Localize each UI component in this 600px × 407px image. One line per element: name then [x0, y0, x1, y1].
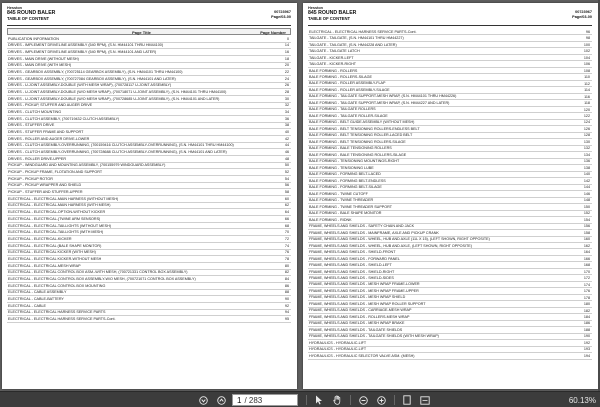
- toc-entry-title: BALE FORMING - BALE TENSIONING ROLLERS-SILAGE: [309, 152, 407, 157]
- toc-entry[interactable]: [7, 303, 291, 310]
- toc-entry-page: 138: [583, 165, 590, 170]
- toc-entry-page: 54: [284, 176, 289, 181]
- toc-entry-title: FRAME, WHEELS AND SHIELDS - TAILGATE SHIELDS (WITH MESH WRAP): [309, 334, 439, 339]
- toc-entry-page: 168: [583, 263, 590, 268]
- fit-width-icon[interactable]: [418, 392, 432, 407]
- toc-entry-title: FRAME, WHEELS AND SHIELDS - SHIELD-LEFT: [309, 263, 392, 268]
- page-number-input[interactable]: [232, 394, 298, 406]
- toc-entry-title: TAILGATE - TAILGATE, (S.N. HM44101 THRU HM44227): [309, 36, 404, 41]
- toc-entry-page: 108: [583, 68, 590, 73]
- toc-entry-page: 80: [284, 263, 289, 268]
- toc-entry-page: 0: [286, 36, 289, 41]
- toc-entry-page: 96: [585, 29, 590, 34]
- toc-entry-page: 60: [284, 196, 289, 201]
- toc-entry-page: 112: [584, 81, 590, 86]
- toc-entry-page: 174: [583, 282, 590, 287]
- toc-entry-title: ELECTRICAL - ELECTRICAL-MAIN HARNESS (WITH MESH): [8, 203, 111, 208]
- toolbar-divider: [350, 395, 351, 405]
- toc-entry[interactable]: [7, 176, 291, 183]
- toc-entry-title: ELECTRICAL - CABLE ASSEMBLY: [8, 290, 67, 295]
- toc-entry-title: BALE FORMING - TENSIONING LUBE: [309, 165, 374, 170]
- toc-entry[interactable]: [7, 156, 291, 163]
- toc-entry-page: 32: [284, 103, 289, 108]
- toc-entry-page: 48: [284, 156, 289, 161]
- toc-entry-title: PICKUP - WINDGUARD AND MOUNTING ASSEMBLY, (700155979 WINDGUARD ASSEMBLY): [8, 163, 166, 168]
- toc-entry-page: 116: [584, 94, 590, 99]
- toc-entry-title: ELECTRICAL - ELECTRICAL KICKER (WITH MESH): [8, 250, 96, 255]
- toc-entry-title: BALE FORMING - TENSIONING MOUNTINGS-RIGHT: [309, 159, 400, 164]
- toc-entry-title: PICKUP - PICKUP WRAPPER AND SHIELD: [8, 183, 82, 188]
- toc-entry-title: HYDRAULICS - HYDRAULIC SELECTOR VALVE ASM. (MESH): [309, 353, 415, 358]
- toc-entry-title: DRIVES - CLUTCH ASSEMBLY, (700719432 CLUTCH ASSEMBLY): [8, 116, 120, 121]
- toc-entry[interactable]: [7, 296, 291, 303]
- toc-entry-title: ELECTRICAL - ELECTRICAL HARNESS SERVICE PARTS-Cont.: [8, 316, 116, 321]
- toc-entry-title: BALE FORMING - ROLLER ASSEMBLY-FLAP: [309, 81, 386, 86]
- toc-entry-page: 102: [583, 49, 590, 54]
- header-rule: [7, 25, 291, 26]
- toc-entry-page: 148: [583, 198, 590, 203]
- toc-entry-page: 22: [284, 70, 289, 75]
- toc-entry-page: 86: [284, 283, 289, 288]
- toc-entry-page: 180: [583, 302, 590, 307]
- select-arrow-icon[interactable]: [312, 392, 326, 407]
- toc-entry-title: BALE FORMING - BALE SHAPE MONITOR: [309, 211, 382, 216]
- toc-entry-page: 114: [584, 88, 590, 93]
- toc-entry-title: FRAME, WHEELS AND SHIELDS - WHEEL, HUB AND AXLE (11L X 15), (LEFT SHOWN, RIGHT OPPOSITE): [309, 237, 490, 242]
- toc-entry-title: PICKUP - STUFFER AND STUFFER-UPPER: [8, 190, 83, 195]
- doc-number-block: [271, 10, 291, 19]
- toc-entry-title: DRIVES - STUFFER DRIVE: [8, 123, 55, 128]
- toc-entry-page: 190: [583, 334, 590, 339]
- toc-entry-title: ELECTRICAL - ELECTRICAL-KICKER: [8, 236, 72, 241]
- toc-entry-page: 30: [284, 96, 289, 101]
- toc-entry-page: 92: [284, 303, 289, 308]
- doc-page-code: Page/03-00: [271, 14, 291, 19]
- toc-entry-page: 126: [583, 126, 590, 131]
- toc-entry-page: 50: [284, 163, 289, 168]
- toolbar-divider: [306, 395, 307, 405]
- zoom-level[interactable]: 60.13%: [568, 395, 596, 405]
- toc-entry-title: DRIVES - U-JOINT ASSEMBLY-DOUBLE (W/O MESH WRAP), (700718071 U-JOINT ASSEMBLY), (S.N. HM44101 THRU HM44100): [8, 90, 227, 95]
- toc-rows-left: [7, 36, 291, 323]
- toc-entry-title: DRIVES - MAIN DRIVE (WITH MESH): [8, 63, 72, 68]
- col-title-header: Page Title: [132, 30, 151, 35]
- toc-entry-title: FRAME, WHEELS AND SHIELDS - MAINFRAME, AXLE AND PICKUP CRANK: [309, 230, 439, 235]
- doc-number: 00723967: [274, 10, 291, 14]
- model-title: 845 ROUND BALER: [7, 10, 56, 16]
- toolbar-divider: [394, 395, 395, 405]
- toc-entry-page: 82: [284, 270, 289, 275]
- toc-entry[interactable]: [7, 283, 291, 290]
- toc-entry-title: HYDRAULICS - HYDRAULIC-LIFT: [309, 340, 367, 345]
- toc-entry-page: 78: [284, 256, 289, 261]
- toc-entry-title: FRAME, WHEELS AND SHIELDS - MESH WRAP ROLLER SUPPORT: [309, 301, 426, 306]
- toc-entry-title: DRIVES - CLUTCH MOUNTING: [8, 110, 62, 115]
- toc-entry-page: 188: [583, 327, 590, 332]
- current-page[interactable]: 1: [237, 395, 242, 405]
- toc-entry[interactable]: [308, 353, 592, 359]
- toc-entry[interactable]: [7, 250, 291, 257]
- toc-entry-page: 28: [284, 90, 289, 95]
- toc-entry-title: BALE FORMING - FORMING BELT-LACED: [309, 172, 381, 177]
- toc-entry-title: BALE FORMING - FORMING BELT-ENDLESS: [309, 178, 386, 183]
- zoom-out-icon[interactable]: [356, 392, 370, 407]
- toc-entry-title: ELECTRICAL - CABLE-BATTERY: [8, 296, 64, 301]
- toc-entry-title: BALE FORMING - TAILGATE SUPPORT-MESH WRAP, (S.N. HM44227 AND LATER): [309, 100, 450, 105]
- toc-entry-title: TAILGATE - TAILGATE LATCH: [309, 49, 360, 54]
- toc-entry-page: 134: [583, 152, 590, 157]
- toc-entry-title: BALE FORMING - TWINE CUTOFF: [309, 191, 368, 196]
- toc-entry-title: FRAME, WHEELS AND SHIELDS - SHIELD-FRONT: [309, 250, 396, 255]
- toc-entry-page: 16: [284, 50, 289, 55]
- toc-entry-page: 150: [583, 204, 590, 209]
- page-up-icon[interactable]: [214, 392, 228, 407]
- toc-entry-page: 162: [583, 243, 590, 248]
- toc-entry-title: DRIVES - CLUTCH ASSEMBLY-OVERRUNNING, (700159416 CLUTCH ASSEMBLY-OVERRUNNING), (S.N. HM44101 THRU HM44100): [8, 143, 234, 148]
- toc-entry-page: 184: [583, 315, 590, 319]
- toc-entry-title: FRAME, WHEELS AND SHIELDS - ROLLERS-MESH WRAP: [309, 314, 410, 319]
- toc-entry[interactable]: [7, 196, 291, 203]
- toc-entry-page: 118: [584, 101, 590, 106]
- toc-entry-page: 24: [284, 76, 289, 81]
- toc-entry-title: FRAME, WHEELS AND SHIELDS - MESH WRAP FRAME-LOWER: [309, 282, 420, 287]
- toc-entry-page: 88: [284, 290, 289, 295]
- toc-entry-title: FRAME, WHEELS AND SHIELDS - TAILGATE SHIELDS: [309, 327, 403, 332]
- toc-entry-title: ELECTRICAL - ELECTRICAL HARNESS SERVICE PARTS-Cont.: [309, 29, 417, 34]
- toc-entry-page: 46: [284, 150, 289, 155]
- page-down-icon[interactable]: [196, 392, 210, 407]
- toc-entry[interactable]: [7, 290, 291, 297]
- toc-entry[interactable]: [7, 63, 291, 70]
- toc-entry-page: 98: [585, 36, 590, 41]
- col-number-header: Page Number: [260, 30, 286, 35]
- toc-entry-title: BALE FORMING - TWINE THREADER SUPPORT: [309, 204, 392, 209]
- toc-entry-title: FRAME, WHEELS AND SHIELDS - SHIELD-SIDES: [309, 276, 394, 280]
- toc-entry-title: BALE FORMING - ROLLERS: [309, 68, 358, 73]
- toc-entry-page: 38: [284, 123, 289, 128]
- toc-entry[interactable]: [7, 256, 291, 263]
- toc-entry-title: DRIVES - IMPLEMENT DRIVELINE ASSEMBLY (540 RPM), (S.N. HM44101 THRU HM44100): [8, 43, 164, 48]
- toc-entry-title: FRAME, WHEELS AND SHIELDS - WHEEL, HUB AND AXLE, (LEFT SHOWN, RIGHT OPPOSITE): [309, 243, 472, 248]
- toc-entry-title: BALE FORMING - RIDNK: [309, 217, 352, 222]
- toc-entry-page: 106: [583, 62, 590, 67]
- brand-text: Hesston: [7, 6, 22, 10]
- hand-tool-icon[interactable]: [330, 392, 344, 407]
- toc-entry-title: ELECTRICAL - ELECTRICAL CONTROL BOX ASSEMBLY-W/O MESH, (700721071 CONTROL BOX ASSEMBLY): [8, 276, 196, 281]
- toc-entry-title: DRIVES - U-JOINT ASSEMBLY-DOUBLE (WITH MESH WRAP), (700728117 U-JOINT ASSEMBLY): [8, 83, 172, 88]
- toc-entry-page: 120: [583, 107, 590, 112]
- toc-entry-page: 76: [284, 250, 289, 255]
- pdf-page-right: [303, 3, 598, 389]
- toc-entry-title: PICKUP - PICKUP FRAME, FLOTATION AND SUPPORT: [8, 170, 103, 175]
- toc-entry[interactable]: [7, 96, 291, 103]
- toc-entry-title: HYDRAULICS - HYDRAULIC-LIFT: [309, 347, 367, 352]
- toc-entry-title: DRIVES - U-JOINT ASSEMBLY-DOUBLE (W/O MESH WRAP), (700728685 U-JOINT ASSEMBLY), (S.N. HM44101 AND LATER): [8, 96, 220, 101]
- toc-entry[interactable]: [7, 149, 291, 156]
- toc-entry-title: BALE FORMING - TAILGATE ROLLERS: [309, 107, 376, 112]
- toc-entry[interactable]: [7, 203, 291, 210]
- toc-entry-page: 44: [284, 143, 289, 148]
- toc-entry-title: BALE FORMING - TWINE THREADER: [309, 198, 374, 203]
- model-title: 845 ROUND BALER: [308, 10, 357, 16]
- toc-entry-page: 156: [583, 224, 590, 229]
- toc-entry-title: DRIVES - ROLLER AND AUGER DRIVE-LOWER: [8, 136, 90, 141]
- toc-entry-page: 94: [284, 310, 289, 315]
- toc-entry-page: 100: [583, 42, 590, 47]
- toc-entry[interactable]: [7, 49, 291, 56]
- toc-rows-right: [308, 29, 592, 360]
- toc-entry-page: 26: [284, 83, 289, 88]
- toc-entry-title: ELECTRICAL - ELECTRICAL CONTROL BOX ASM.-WITH MESH, (700721331 CONTROL BOX ASSEMBLY): [8, 270, 188, 275]
- toc-entry-title: DRIVES - IMPLEMENT DRIVELINE ASSEMBLY (540 RPM), (S.N. HM44101 AND LATER): [8, 50, 157, 55]
- toc-entry-title: ELECTRICAL - ELECTRICAL KICKER-WITHOUT MESH: [8, 256, 102, 261]
- toc-entry[interactable]: [7, 236, 291, 243]
- toc-entry-title: DRIVES - CLUTCH ASSEMBLY-OVERRUNNING, (700728688 CLUTCH ASSEMBLY-OVERRUNNING), (S.N. HM44101 AND LATER): [8, 150, 227, 155]
- toc-entry-page: 144: [583, 185, 590, 190]
- toc-entry-title: BALE FORMING - BELT GUIDE ASSEMBLY (WITHOUT MESH): [309, 120, 415, 125]
- toc-entry[interactable]: [7, 129, 291, 136]
- toc-entry-title: BALE FORMING - BELT TENSIONING ROLLERS-SILAGE: [309, 139, 406, 144]
- toc-entry-title: ELECTRICAL - ELECTRICAL-(TWINE ARM SENSORS): [8, 216, 101, 221]
- toc-entry[interactable]: [7, 69, 291, 76]
- toc-entry-page: 62: [284, 203, 289, 208]
- toc-entry[interactable]: [7, 123, 291, 130]
- toc-entry-title: FRAME, WHEELS AND SHIELDS - MESH WRAP SHIELD: [309, 295, 406, 300]
- header-rule: [308, 25, 592, 26]
- toc-entry-page: 194: [583, 353, 590, 358]
- toc-entry-page: 132: [583, 146, 590, 151]
- toc-entry[interactable]: [7, 36, 291, 43]
- toc-entry-title: ELECTRICAL - ELECTRICAL-MESH WRAP: [8, 263, 81, 268]
- toc-entry-page: 140: [583, 172, 590, 177]
- toc-entry-page: 122: [583, 113, 590, 118]
- toc-entry[interactable]: [7, 89, 291, 96]
- toc-entry-page: 14: [284, 43, 289, 48]
- toc-entry-page: 186: [583, 321, 590, 326]
- viewer-toolbar: [0, 391, 600, 407]
- toc-entry-title: FRAME, WHEELS AND SHIELDS - CARRIAGE-MESH WRAP: [309, 308, 412, 313]
- toc-entry-page: 170: [583, 269, 590, 274]
- toc-entry-page: 136: [583, 159, 590, 164]
- toc-entry-title: DRIVES - GEARBOX ASSEMBLY, (700725114 GEARBOX ASSEMBLY), (S.N. HM44101 THRU HM44100): [8, 70, 183, 75]
- toc-entry-title: BALE FORMING - ROLLER ASSEMBLY-SILAGE: [309, 87, 390, 92]
- toc-entry-page: 84: [284, 276, 289, 281]
- toc-entry-title: ELECTRICAL - ELECTRICAL HARNESS SERVICE PARTS: [8, 310, 106, 315]
- toc-entry-page: 142: [583, 178, 590, 183]
- toc-entry-page: 18: [284, 56, 289, 61]
- toc-entry-page: 193: [583, 347, 590, 352]
- toc-entry-page: 146: [583, 191, 590, 196]
- toc-entry-page: 36: [284, 116, 289, 121]
- toc-entry-page: 192: [583, 340, 590, 345]
- toc-entry-page: 74: [284, 243, 289, 248]
- toc-entry[interactable]: [7, 83, 291, 90]
- toc-entry-title: BALE FORMING - ROLLERS-SILAGE: [309, 74, 372, 79]
- toc-entry-title: FRAME, WHEELS AND SHIELDS - MESH WRAP FRAME-UPPER: [309, 288, 419, 293]
- toc-entry-page: 166: [583, 256, 590, 261]
- zoom-in-icon[interactable]: [374, 392, 388, 407]
- toc-entry-title: ELECTRICAL - ELECTRICAL (BALE SHAPE MONITOR): [8, 243, 102, 248]
- toc-entry-title: ELECTRICAL - CABLE: [8, 303, 46, 308]
- toc-entry-page: 56: [284, 183, 289, 188]
- toc-entry-page: 160: [583, 237, 590, 242]
- toc-entry[interactable]: [7, 109, 291, 116]
- toc-entry-page: 178: [583, 295, 590, 300]
- toc-column-header: [7, 28, 291, 35]
- toc-entry-title: ELECTRICAL - ELECTRICAL-OPTION-WITHOUT KICKER: [8, 210, 106, 215]
- toc-label: TABLE OF CONTENT: [308, 16, 351, 21]
- toc-entry[interactable]: [7, 189, 291, 196]
- toc-entry-title: PUBLICATION INFORMATION: [8, 36, 59, 41]
- fit-page-icon[interactable]: [400, 392, 414, 407]
- toc-entry-page: 95: [284, 316, 289, 321]
- toc-entry-title: BALE FORMING - TAILGATE ROLLER-SILAGE: [309, 113, 388, 118]
- toc-entry-page: 154: [583, 217, 590, 222]
- brand-text: Hesston: [308, 6, 323, 10]
- toc-entry-page: 104: [583, 55, 590, 60]
- toc-entry[interactable]: [7, 116, 291, 123]
- toc-entry-title: BALE FORMING - BELT TENSIONING ROLLERS-ENDLESS BELT: [309, 126, 420, 131]
- toc-entry[interactable]: [7, 243, 291, 250]
- toc-entry-title: BALE FORMING - FORMING BELT-SILAGE: [309, 185, 382, 190]
- toc-entry-page: 172: [583, 276, 590, 281]
- toc-entry-title: TAILGATE - TAILGATE, (S.N. HM44228 AND LATER): [309, 42, 397, 47]
- toc-entry-page: 72: [284, 236, 289, 241]
- toc-entry[interactable]: [7, 76, 291, 83]
- toc-entry-page: 20: [284, 63, 289, 68]
- toc-entry-title: FRAME, WHEELS AND SHIELDS - SHIELD-RIGHT: [309, 269, 395, 274]
- toc-entry[interactable]: [7, 209, 291, 216]
- toc-entry-page: 164: [583, 250, 590, 255]
- toc-entry[interactable]: [7, 163, 291, 170]
- toc-entry-title: FRAME, WHEELS AND SHIELDS - FORWARD PANEL: [309, 256, 400, 261]
- toc-entry-title: TAILGATE - KICKER-LEFT: [309, 55, 354, 60]
- toc-entry[interactable]: [7, 103, 291, 110]
- toc-entry[interactable]: [7, 216, 291, 223]
- toc-entry-page: 42: [284, 136, 289, 141]
- toc-entry-title: DRIVES - STUFFER FRAME AND SUPPORT: [8, 130, 84, 135]
- toc-entry-page: 34: [284, 110, 289, 115]
- toc-entry-page: 40: [284, 130, 289, 135]
- toc-entry[interactable]: [7, 43, 291, 50]
- toc-entry[interactable]: [7, 310, 291, 317]
- toc-entry-title: BALE FORMING - BALE TENSIONING ROLLERS: [309, 146, 392, 151]
- toc-entry-page: 158: [583, 230, 590, 235]
- toc-entry-title: FRAME, WHEELS AND SHIELDS - SAFETY CHAIN AND JACK: [309, 224, 415, 229]
- toc-entry[interactable]: [7, 229, 291, 236]
- toc-entry-title: BALE FORMING - BELT TENSIONING ROLLER-LACED BELT: [309, 133, 413, 138]
- toc-entry-page: 52: [284, 170, 289, 175]
- toc-entry-page: 152: [583, 211, 590, 216]
- toc-entry-page: 58: [284, 190, 289, 195]
- toc-entry-title: DRIVES - ROLLER DRIVE-UPPER: [8, 156, 66, 161]
- doc-number: 00723967: [575, 10, 592, 14]
- toc-entry-title: DRIVES - GEARBOX ASSEMBLY, (700727084 GEARBOX ASSEMBLY), (S.N. HM44101 AND LATER): [8, 76, 176, 81]
- toc-entry-page: 182: [583, 308, 590, 313]
- toc-entry-title: ELECTRICAL - ELECTRICAL-TAILLIGHTS (WITH MESH): [8, 230, 104, 235]
- toc-entry[interactable]: [7, 169, 291, 176]
- toc-entry-title: ELECTRICAL - ELECTRICAL CONTROL BOX MOUNTING: [8, 283, 106, 288]
- toc-entry-page: 70: [284, 230, 289, 235]
- toc-entry[interactable]: [7, 223, 291, 230]
- toc-entry-page: 68: [284, 223, 289, 228]
- toc-entry[interactable]: [7, 270, 291, 277]
- toc-entry[interactable]: [7, 183, 291, 190]
- toc-entry[interactable]: [7, 263, 291, 270]
- total-pages: / 283: [244, 395, 263, 405]
- toc-entry-title: DRIVES - MAIN DRIVE (WITHOUT MESH): [8, 56, 79, 61]
- doc-page-code: Page/03-00: [572, 14, 592, 19]
- toc-entry-title: FRAME, WHEELS AND SHIELDS - MESH WRAP BRAKE: [309, 321, 405, 326]
- toc-label: TABLE OF CONTENT: [7, 16, 50, 21]
- toc-entry[interactable]: [7, 276, 291, 283]
- toc-entry[interactable]: [7, 56, 291, 63]
- toc-entry-page: 64: [284, 210, 289, 215]
- toc-entry[interactable]: [7, 316, 291, 323]
- toc-entry[interactable]: [7, 143, 291, 150]
- pdf-page-left: [2, 3, 297, 389]
- toc-entry[interactable]: [7, 136, 291, 143]
- toc-entry-title: DRIVES - PICKUP, STUFFER AND AUGER DRIVE: [8, 103, 93, 108]
- toc-entry-title: PICKUP - PICKUP ROTOR: [8, 176, 53, 181]
- toc-entry-page: 110: [584, 75, 590, 80]
- toc-entry-title: BALE FORMING - TAILGATE SUPPORT-MESH WRAP, (S.N. HM44101 THRU HM44226): [309, 94, 457, 99]
- toc-entry-page: 90: [284, 296, 289, 301]
- toc-entry-page: 66: [284, 216, 289, 221]
- toc-entry-page: 176: [583, 289, 590, 294]
- toc-entry-page: 124: [583, 120, 590, 125]
- toc-entry-page: 130: [583, 139, 590, 144]
- toc-entry-page: 128: [583, 133, 590, 138]
- doc-number-block: [572, 10, 592, 19]
- toc-entry-title: ELECTRICAL - ELECTRICAL-MAIN HARNESS (WITHOUT MESH): [8, 196, 119, 201]
- toc-entry-title: TAILGATE - KICKER-RIGHT: [309, 62, 356, 67]
- toc-entry-title: ELECTRICAL - ELECTRICAL-TAILLIGHTS (WITHOUT MESH): [8, 223, 111, 228]
